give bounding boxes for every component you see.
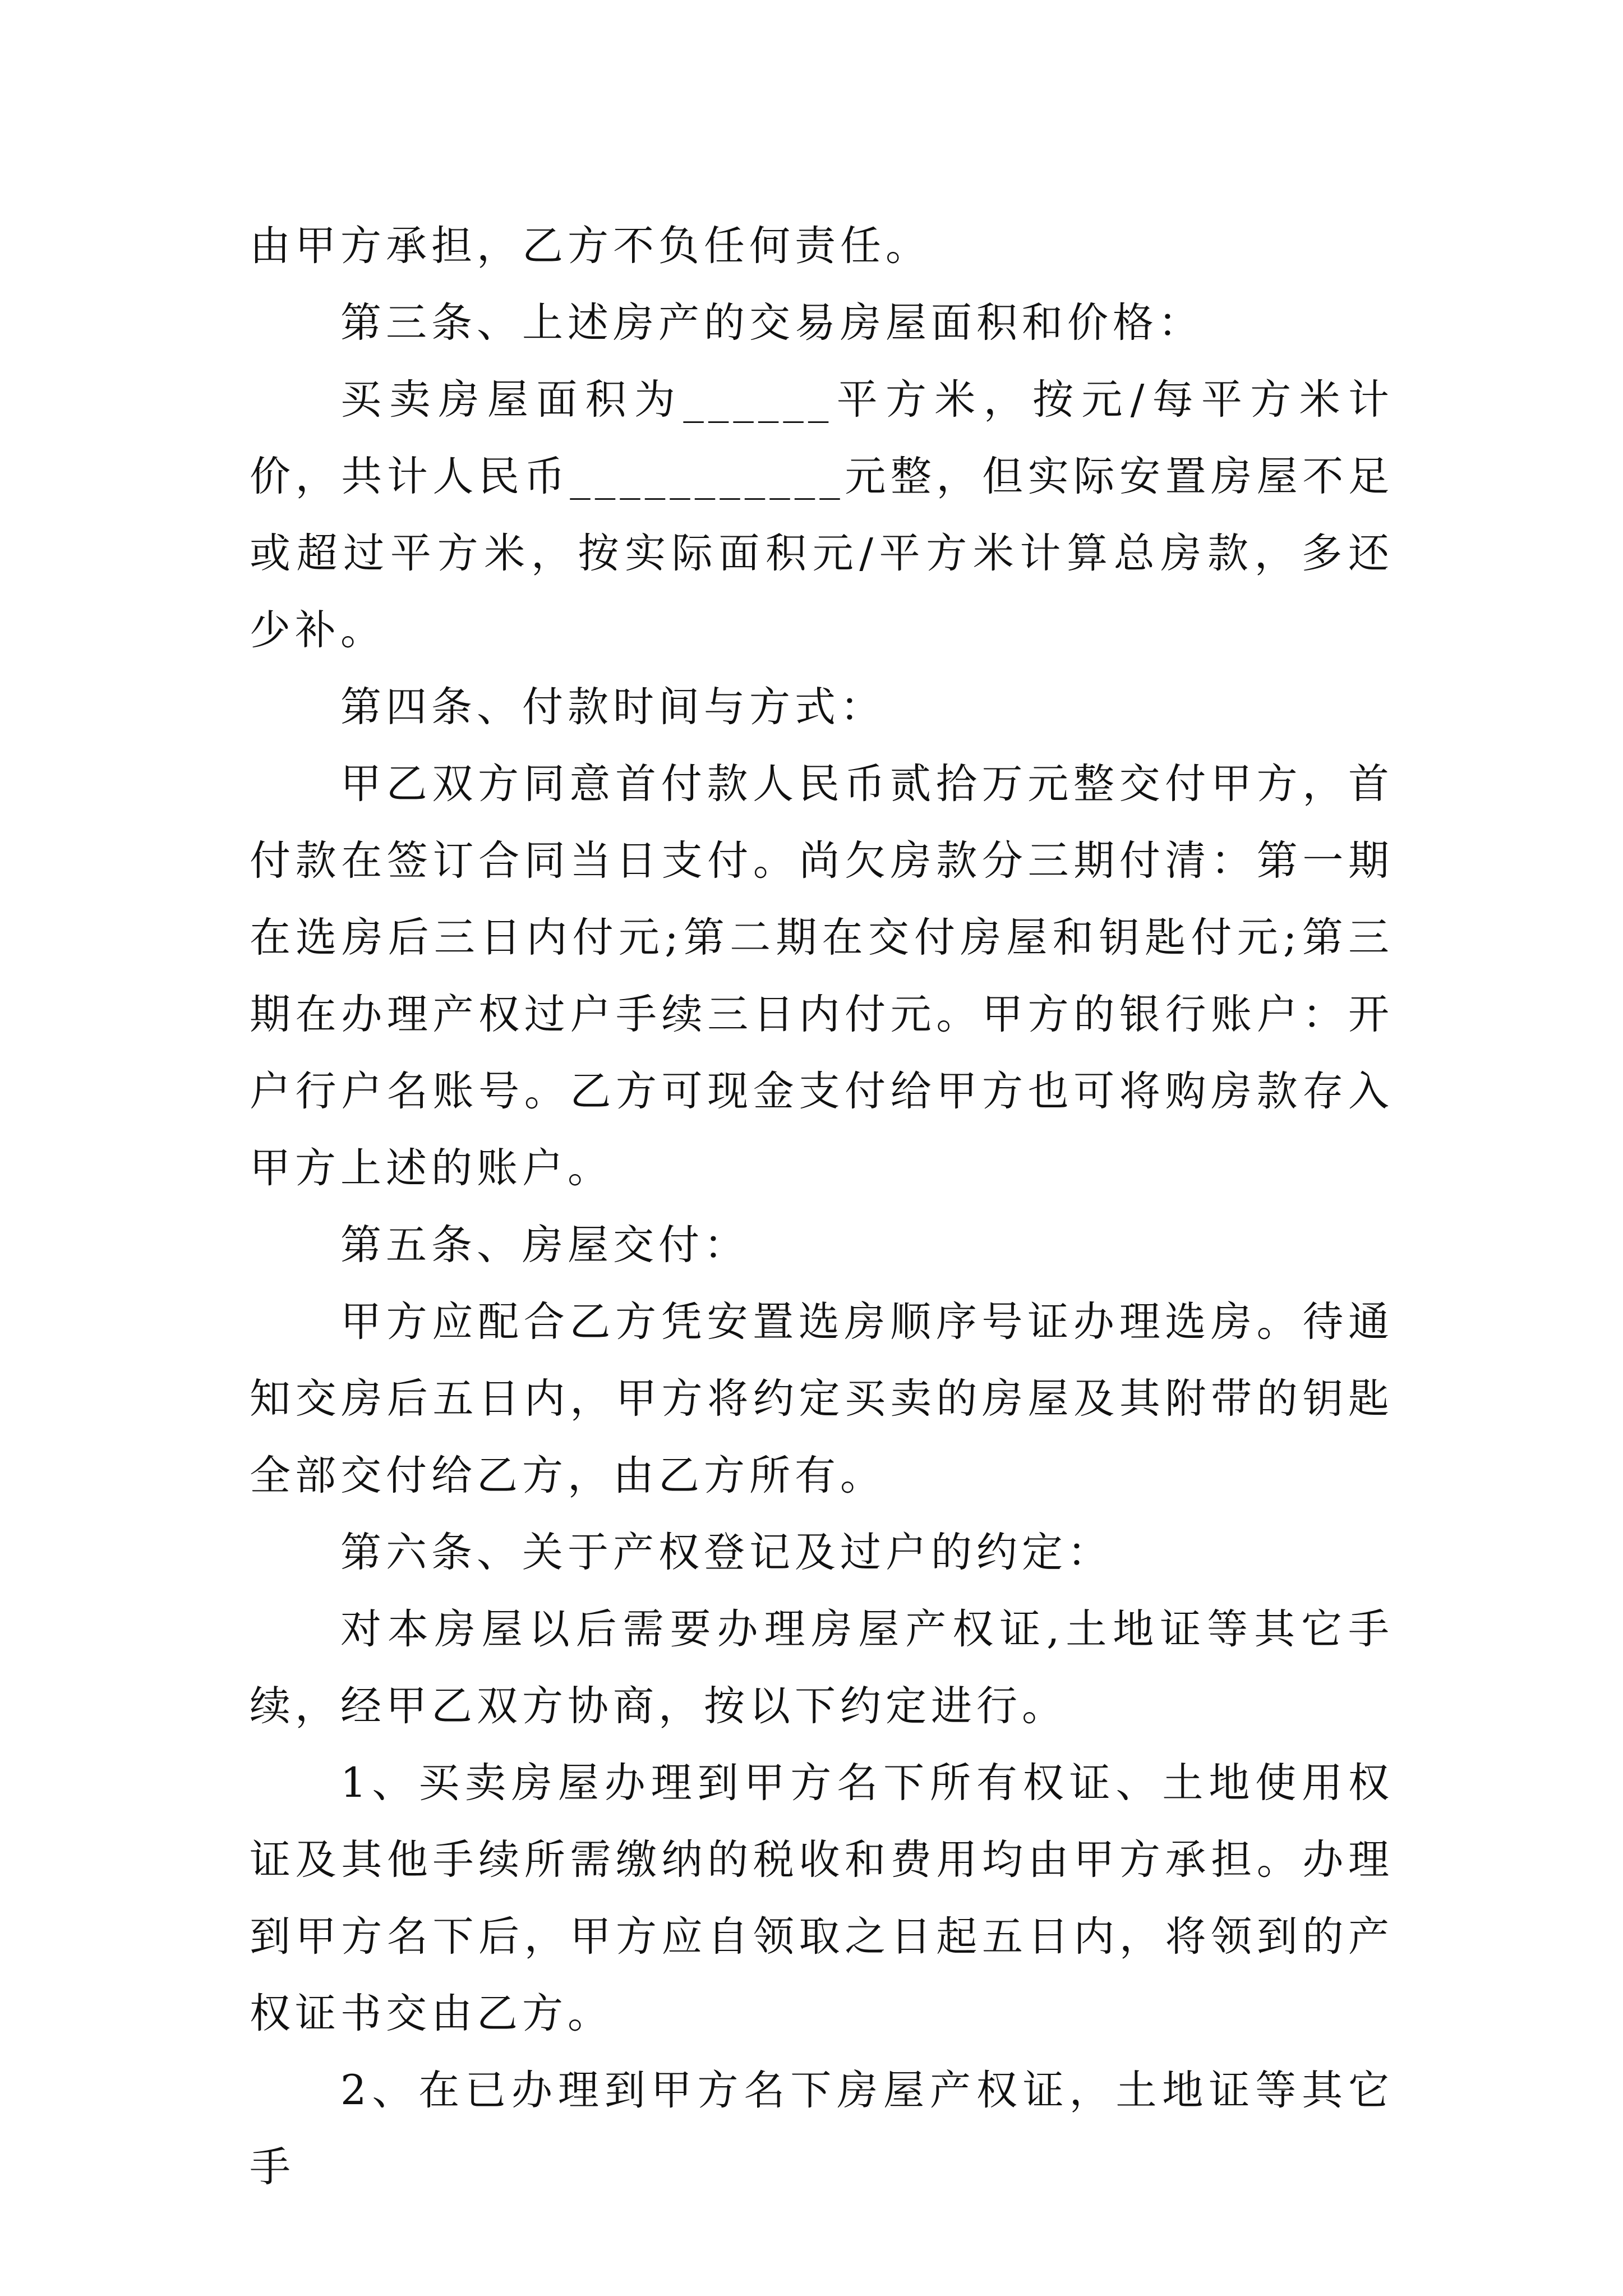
article-3-heading: 第三条、上述房产的交易房屋面积和价格： [340,299,1204,347]
article-5-body: 甲方应配合乙方凭安置选房顺序号证办理选房。待通知交房后五日内，甲方将约定买卖的房屋及其附带的钥匙全部交付给乙方，由乙方所有。 [250,1298,1394,1499]
article-6-item-2: 2、在已办理到甲方名下房屋产权证，土地证等其它手 [250,2067,1394,2191]
article-4-body: 甲乙双方同意首付款人民币贰拾万元整交付甲方，首付款在签订合同当日支付。尚欠房款分三期付清：第一期在选房后三日内付元;第二期在交付房屋和钥匙付元;第三期在办理产权过户手续三日内付元。甲方的银行账户：开户行户名账号。乙方可现金支付给甲方也可将购房款存入甲方上述的账户。 [250,760,1394,1192]
document-body [250,208,1394,2206]
article-5-heading: 第五条、房屋交付： [340,1221,749,1269]
article-6-heading: 第六条、关于产权登记及过户的约定： [340,1529,1113,1576]
article-4-heading: 第四条、付款时间与方式： [340,683,886,731]
paragraph-continuation: 由甲方承担，乙方不负任何责任。 [250,222,931,270]
article-6-body: 对本房屋以后需要办理房屋产权证,土地证等其它手续，经甲乙双方协商，按以下约定进行。 [250,1605,1394,1730]
article-6-item-1: 1、买卖房屋办理到甲方名下所有权证、土地使用权证及其他手续所需缴纳的税收和费用均由甲方承担。办理到甲方名下后，甲方应自领取之日起五日内，将领到的产权证书交由乙方。 [250,1759,1394,2037]
article-3-body: 买卖房屋面积为______平方米，按元/每平方米计价，共计人民币___________元整，但实际安置房屋不足或超过平方米，按实际面积元/平方米计算总房款，多还少补。 [250,376,1394,654]
